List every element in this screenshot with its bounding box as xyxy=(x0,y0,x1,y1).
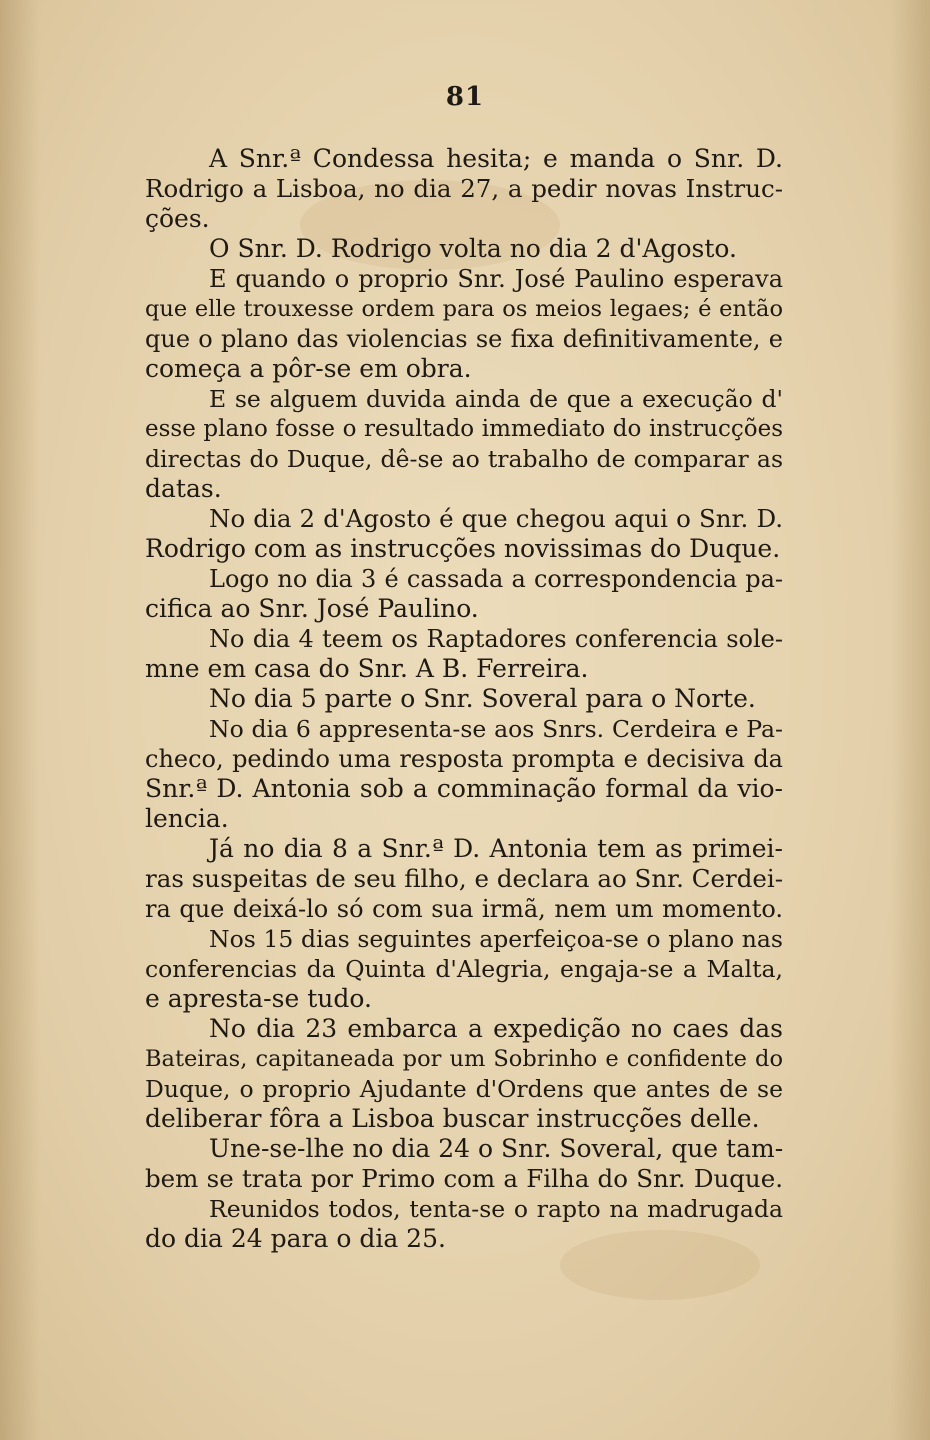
text-line: começa a pôr-se em obra. xyxy=(145,354,472,383)
text-line: conferencias da Quinta d'Alegria, engaja-se a Malta, xyxy=(145,955,783,983)
text-line: e apresta-se tudo. xyxy=(145,984,372,1013)
text-line: bem se trata por Primo com a Filha do Snr. Duque. xyxy=(145,1164,783,1193)
text-line: Já no dia 8 a Snr.ª D. Antonia tem as primei- xyxy=(209,834,783,863)
text-line: Rodrigo a Lisboa, no dia 27, a pedir novas Instruc- xyxy=(145,174,783,203)
page-edge-shadow-right xyxy=(890,0,930,1440)
text-line: Bateiras, capitaneada por um Sobrinho e confidente do xyxy=(145,1046,783,1072)
text-line: ções. xyxy=(145,204,210,233)
text-line: Reunidos todos, tenta-se o rapto na madrugada xyxy=(209,1195,783,1223)
text-line: No dia 2 d'Agosto é que chegou aqui o Snr. D. xyxy=(209,504,783,533)
text-line: E quando o proprio Snr. José Paulino esperava xyxy=(209,265,783,293)
page-number: 81 xyxy=(445,82,485,112)
text-line: do dia 24 para o dia 25. xyxy=(145,1224,446,1253)
text-line: checo, pedindo uma resposta prompta e decisiva da xyxy=(145,745,783,773)
text-line: O Snr. D. Rodrigo volta no dia 2 d'Agosto. xyxy=(209,234,737,263)
page-edge-shadow-left xyxy=(0,0,40,1440)
text-line: E se alguem duvida ainda de que a execução d' xyxy=(209,385,783,413)
text-line: Rodrigo com as instrucções novissimas do Duque. xyxy=(145,534,781,563)
text-line: cifica ao Snr. José Paulino. xyxy=(145,594,479,623)
text-line: datas. xyxy=(145,474,222,503)
text-line: Nos 15 dias seguintes aperfeiçoa-se o plano nas xyxy=(209,925,783,953)
text-line: No dia 4 teem os Raptadores conferencia sole- xyxy=(209,625,783,653)
text-line: No dia 5 parte o Snr. Soveral para o Norte. xyxy=(209,684,756,713)
text-line: Logo no dia 3 é cassada a correspondencia pa- xyxy=(209,565,783,593)
text-line: deliberar fôra a Lisboa buscar instrucções delle. xyxy=(145,1104,760,1133)
text-line: ras suspeitas de seu filho, e declara ao Snr. Cerdei- xyxy=(145,864,783,893)
text-line: lencia. xyxy=(145,804,229,833)
text-line: Snr.ª D. Antonia sob a comminação formal da vio- xyxy=(145,774,783,803)
body-text xyxy=(145,144,783,1254)
text-line: directas do Duque, dê-se ao trabalho de comparar as xyxy=(145,445,783,473)
text-line: esse plano fosse o resultado immediato do instrucções xyxy=(145,416,783,442)
text-line: A Snr.ª Condessa hesita; e manda o Snr. D. xyxy=(209,144,783,173)
text-line: que elle trouxesse ordem para os meios legaes; é então xyxy=(145,296,783,322)
text-line: No dia 23 embarca a expedição no caes das xyxy=(209,1014,783,1043)
text-line: que o plano das violencias se fixa definitivamente, e xyxy=(145,325,783,353)
text-line: ra que deixá-lo só com sua irmã, nem um momento. xyxy=(145,895,783,923)
text-line: Une-se-lhe no dia 24 o Snr. Soveral, que tam- xyxy=(209,1134,783,1163)
text-line: mne em casa do Snr. A B. Ferreira. xyxy=(145,654,589,683)
text-line: Duque, o proprio Ajudante d'Ordens que antes de se xyxy=(145,1075,783,1103)
text-line: No dia 6 appresenta-se aos Snrs. Cerdeira e Pa- xyxy=(209,715,783,743)
